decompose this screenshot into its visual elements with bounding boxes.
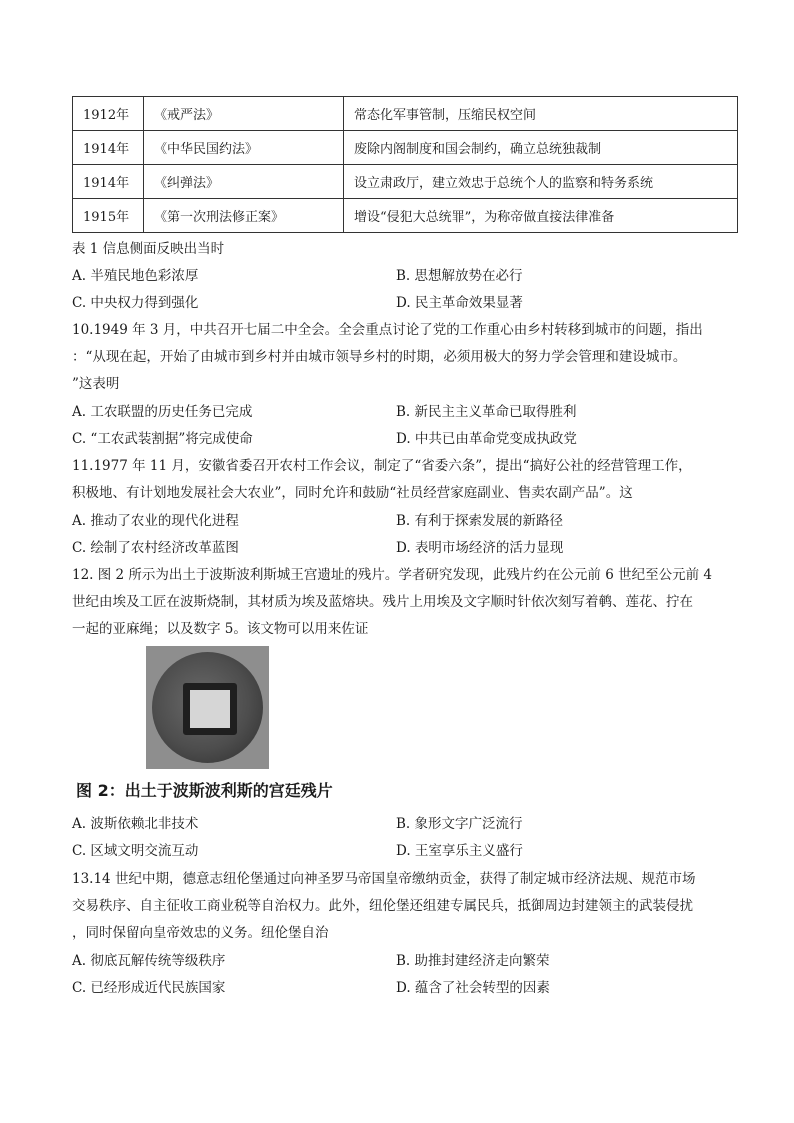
q13-option-c: C. 已经形成近代民族国家 bbox=[72, 980, 226, 996]
law-cell: 《第一次刑法修正案》 bbox=[144, 199, 344, 233]
law-table bbox=[72, 96, 738, 233]
q10-option-c: C. “工农武装割据”将完成使命 bbox=[72, 431, 253, 447]
q13-stem-line3: ，同时保留向皇帝效忠的义务。纽伦堡自治 bbox=[72, 925, 329, 941]
table-row bbox=[73, 165, 738, 199]
law-cell: 《中华民国约法》 bbox=[144, 131, 344, 165]
effect-cell: 常态化军事管制，压缩民权空间 bbox=[344, 97, 738, 131]
q12-option-b: B. 象形文字广泛流行 bbox=[396, 816, 523, 832]
q11-stem-line1: 11.1977 年 11 月，安徽省委召开农村工作会议，制定了“省委六条”，提出“搞好公社的经营管理工作， bbox=[72, 458, 692, 474]
year-cell: 1914年 bbox=[73, 165, 144, 199]
q11-option-b: B. 有利于探索发展的新路径 bbox=[396, 513, 564, 529]
q13-option-d: D. 蕴含了社会转型的因素 bbox=[396, 980, 550, 996]
year-cell: 1914年 bbox=[73, 131, 144, 165]
q13-option-a: A. 彻底瓦解传统等级秩序 bbox=[72, 953, 226, 969]
effect-cell: 设立肃政厅，建立效忠于总统个人的监察和特务系统 bbox=[344, 165, 738, 199]
q9-option-c: C. 中央权力得到强化 bbox=[72, 295, 199, 311]
q11-option-a: A. 推动了农业的现代化进程 bbox=[72, 513, 239, 529]
q12-stem-line1: 12. 图 2 所示为出土于波斯波利斯城王宫遗址的残片。学者研究发现，此残片约在公元前 6 世纪至公元前 4 bbox=[72, 567, 712, 583]
q10-stem-line1: 10.1949 年 3 月，中共召开七届二中全会。全会重点讨论了党的工作重心由乡村转移到城市的问题，指出 bbox=[72, 322, 703, 338]
q11-option-c: C. 绘制了农村经济改革蓝图 bbox=[72, 540, 239, 556]
table-row bbox=[73, 199, 738, 233]
q10-stem-line2: ：“从现在起，开始了由城市到乡村并由城市领导乡村的时期，必须用极大的努力学会管理和建设城市。 bbox=[72, 349, 687, 365]
law-cell: 《戒严法》 bbox=[144, 97, 344, 131]
q9-option-d: D. 民主革命效果显著 bbox=[396, 295, 523, 311]
q12-stem-line2: 世纪由埃及工匠在波斯烧制，其材质为埃及蓝熔块。残片上用埃及文字顺时针依次刻写着鹌、莲花、拧在 bbox=[72, 594, 693, 610]
q13-option-b: B. 助推封建经济走向繁荣 bbox=[396, 953, 550, 969]
q12-option-d: D. 王室享乐主义盛行 bbox=[396, 843, 523, 859]
q13-stem-line1: 13.14 世纪中期，德意志纽伦堡通过向神圣罗马帝国皇帝缴纳贡金，获得了制定城市经济法规、规范市场 bbox=[72, 871, 696, 887]
table-row bbox=[73, 131, 738, 165]
q12-stem-line3: 一起的亚麻绳；以及数字 5。该文物可以用来佐证 bbox=[72, 621, 369, 637]
q9-option-b: B. 思想解放势在必行 bbox=[396, 268, 523, 284]
q11-option-d: D. 表明市场经济的活力显现 bbox=[396, 540, 564, 556]
effect-cell: 增设“侵犯大总统罪”，为称帝做直接法律准备 bbox=[344, 199, 738, 233]
q10-option-b: B. 新民主主义革命已取得胜利 bbox=[396, 404, 577, 420]
q11-stem-line2: 积极地、有计划地发展社会大农业”，同时允许和鼓励“社员经营家庭副业、售卖农副产品”。这 bbox=[72, 485, 633, 501]
law-cell: 《纠弹法》 bbox=[144, 165, 344, 199]
q10-stem-line3: ”这表明 bbox=[72, 376, 120, 392]
q9-option-a: A. 半殖民地色彩浓厚 bbox=[72, 268, 199, 284]
table-row bbox=[73, 97, 738, 131]
year-cell: 1915年 bbox=[73, 199, 144, 233]
q10-option-d: D. 中共已由革命党变成执政党 bbox=[396, 431, 577, 447]
fragment-square-hole bbox=[183, 683, 237, 735]
year-cell: 1912年 bbox=[73, 97, 144, 131]
q12-option-c: C. 区域文明交流互动 bbox=[72, 843, 199, 859]
q13-stem-line2: 交易秩序、自主征收工商业税等自治权力。此外，纽伦堡还组建专属民兵，抵御周边封建领主的武装侵扰 bbox=[72, 898, 693, 914]
q9-stem: 表 1 信息侧面反映出当时 bbox=[72, 241, 225, 257]
palace-fragment-photo bbox=[146, 646, 269, 769]
q12-option-a: A. 波斯依赖北非技术 bbox=[72, 816, 199, 832]
effect-cell: 废除内阁制度和国会制约，确立总统独裁制 bbox=[344, 131, 738, 165]
q10-option-a: A. 工农联盟的历史任务已完成 bbox=[72, 404, 253, 420]
figure-caption: 图 2：出土于波斯波利斯的宫廷残片 bbox=[76, 781, 333, 800]
